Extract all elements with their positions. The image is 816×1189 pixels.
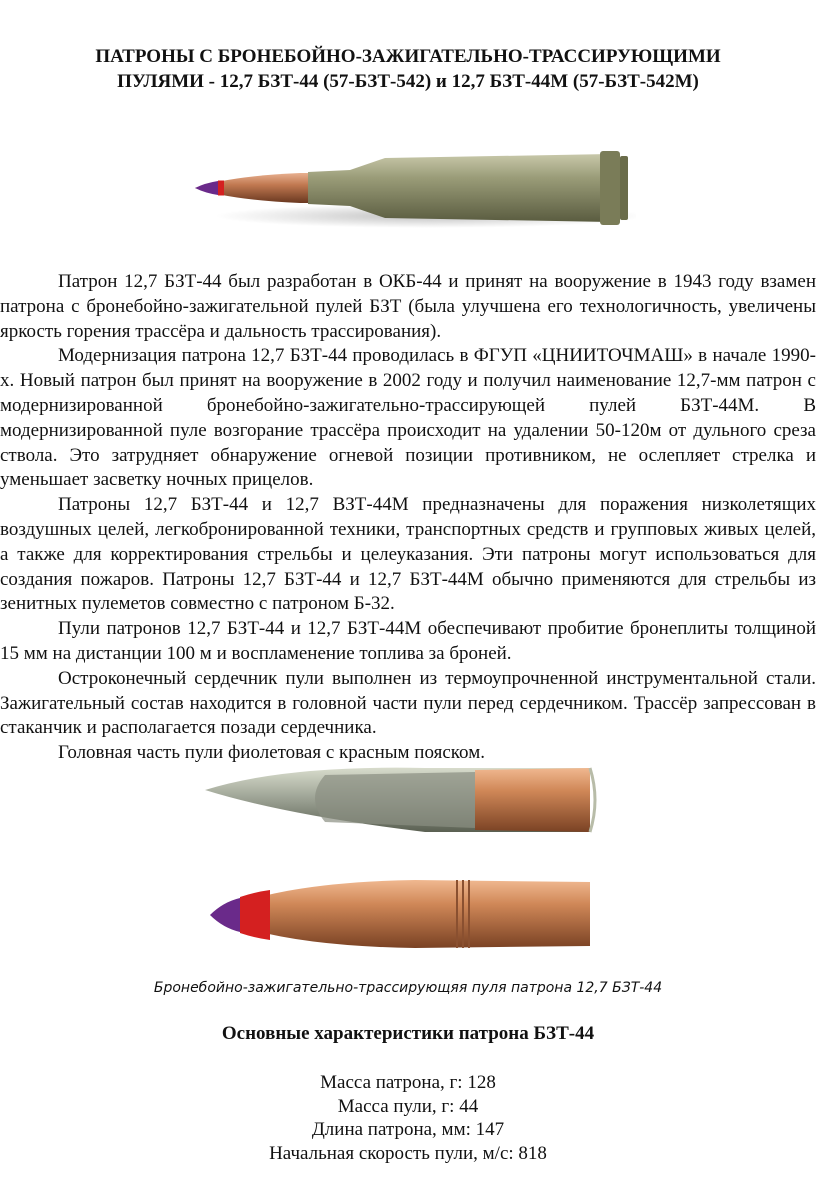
title-line-1: ПАТРОНЫ С БРОНЕБОЙНО-ЗАЖИГАТЕЛЬНО-ТРАССИРУЮЩИМИ [95,46,721,67]
paragraph: Патроны 12,7 БЗТ-44 и 12,7 ВЗТ-44М предназначены для поражения низколетящих воздушных целей, легкобронированной техники, транспортных средств и групповых живых целей, а также для корректирования стрельбы и целеуказания. Эти патроны могут использоваться для создания пожаров. Патроны 12,7 БЗТ-44 и 12,7 БЗТ-44М обычно применяются для стрельбы из зенитных пулеметов совместно с патроном Б-32. [0,494,816,615]
spec-line: Масса пули, г: 44 [337,1095,479,1117]
spec-line: Начальная скорость пули, м/с: 818 [269,1142,547,1164]
figure-caption: Бронебойно-зажигательно-трассирующяя пуля патрона 12,7 БЗТ-44 [153,980,663,996]
page-title [0,44,816,94]
bullet-cutaway-photo [195,750,615,976]
paragraph: Модернизация патрона 12,7 БЗТ-44 проводилась в ФГУП «ЦНИИТОЧМАШ» в начале 1990-х. Новый патрон был принят на вооружение в 2002 году и получил наименование 12,7-мм патрон с модернизированной бронебойно-зажигательно-трассирующей пулей БЗТ-44М. В модернизированной пуле возгорание трассёра происходит на удалении 50-120м от дульного среза ствола. Это затрудняет обнаружение огневой позиции противником, не ослепляет стрелка и уменьшает засветку ночных прицелов. [0,345,816,491]
specs-list [0,1071,816,1165]
paragraph: Остроконечный сердечник пули выполнен из термоупрочненной инструментальной стали. Зажигательный состав находится в головной части пули перед сердечником. Трассёр запрессован в стаканчик и располагается позади сердечника. [0,667,816,739]
cartridge-photo [190,118,636,250]
paragraph: Пули патронов 12,7 БЗТ-44 и 12,7 БЗТ-44М обеспечивают пробитие бронеплиты толщиной 15 мм на дистанции 100 м и воспламенение топлива за броней. [0,618,816,664]
paragraph: Головная часть пули фиолетовая с красным пояском. [58,742,485,764]
title-line-2: ПУЛЯМИ - 12,7 БЗТ-44 (57-БЗТ-542) и 12,7 БЗТ-44М (57-БЗТ-542М) [117,71,699,92]
spec-line: Масса патрона, г: 128 [320,1072,496,1093]
specs-title: Основные характеристики патрона БЗТ-44 [221,1023,595,1044]
paragraph: Патрон 12,7 БЗТ-44 был разработан в ОКБ-44 и принят на вооружение в 1943 году взамен патрона с бронебойно-зажигательной пулей БЗТ (была улучшена его технологичность, увеличены яркость горения трассёра и дальность трассирования). [0,271,816,342]
spec-line: Длина патрона, мм: 147 [311,1119,505,1141]
article-body [0,270,816,766]
